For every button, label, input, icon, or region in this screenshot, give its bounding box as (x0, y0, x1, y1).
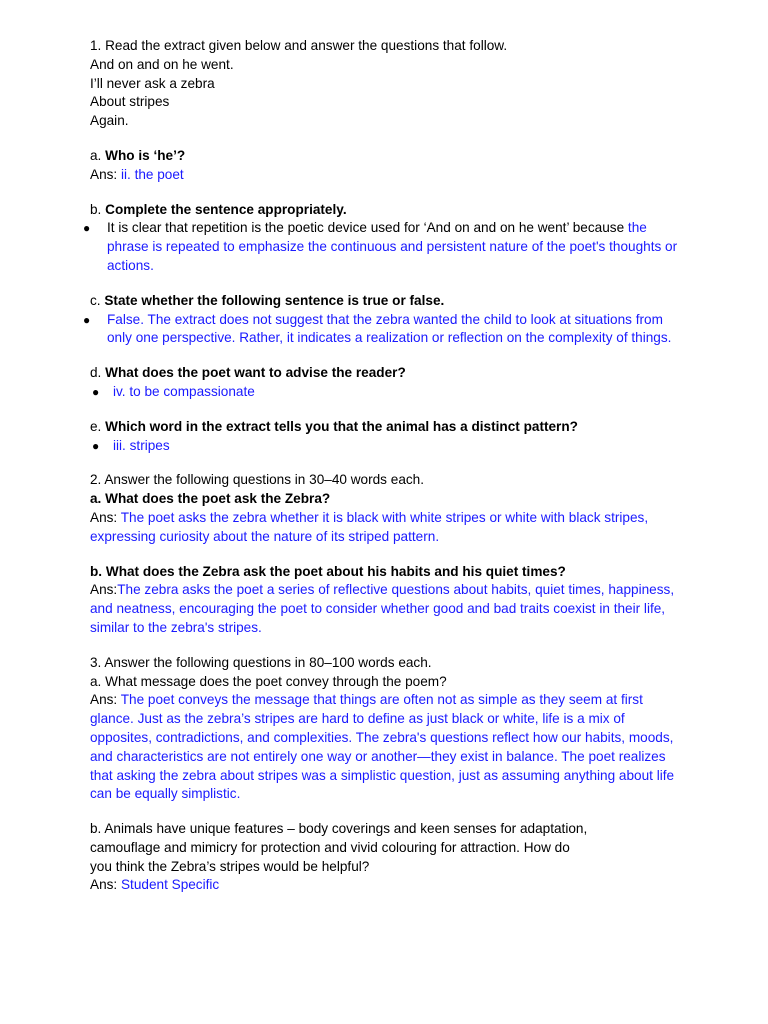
q1c-bullet: ● False. The extract does not suggest that the zebra wanted the child to look at situations from only one perspective. Rather, it indicates a realization or reflection on the complexity of things. (83, 311, 672, 346)
q1a-question: a. Who is ‘he’? (90, 147, 186, 163)
q1e-question: e. Which word in the extract tells you that the animal has a distinct pattern? (90, 418, 578, 434)
extract-line: I’ll never ask a zebra (90, 75, 215, 91)
bullet-icon: ● (83, 312, 91, 327)
q3-intro: 3. Answer the following questions in 80–100 words each. (90, 654, 432, 670)
q1d-question: d. What does the poet want to advise the reader? (90, 365, 406, 381)
q2-intro: 2. Answer the following questions in 30–40 words each. (90, 472, 425, 488)
q2a-answer: Ans: The poet asks the zebra whether it is black with white stripes or white with black stripes, expressing curiosity about the nature of its striped pattern. (90, 509, 649, 544)
bullet-icon: ● (92, 384, 100, 399)
bullet-icon: ● (83, 221, 91, 236)
q1d-bullet: ● iv. to be compassionate (90, 383, 690, 402)
extract-line: And on and on he went. (90, 56, 234, 72)
bullet-icon: ● (92, 438, 100, 453)
q1a-answer: Ans: ii. the poet (90, 166, 184, 182)
q1b-bullet: ● It is clear that repetition is the poetic device used for ‘And on and on he went’ because the phrase is repeated to emphasize the continuous and persistent nature of the poet's thoughts or actions. (83, 220, 678, 273)
q2a-question: a. What does the poet ask the Zebra? (90, 491, 331, 507)
q3b-question-line: camouflage and mimicry for protection and vivid colouring for attraction. How do (90, 839, 570, 855)
q3b-answer: Ans: Student Specific (90, 877, 220, 893)
extract-line: About stripes (90, 94, 170, 110)
q3b-question-line: you think the Zebra’s stripes would be helpful? (90, 858, 370, 874)
q1c-question: c. State whether the following sentence is true or false. (90, 292, 445, 308)
q3a-question: a. What message does the poet convey through the poem? (90, 673, 447, 689)
worksheet (83, 37, 690, 895)
extract-line: Again. (90, 113, 129, 129)
q1e-bullet: ● iii. stripes (90, 437, 690, 456)
q3a-answer: Ans: The poet conveys the message that things are often not as simple as they seem at first glance. Just as the zebra’s stripes are hard to define as just black or white, life is a mix of opposites, contradictions, and complexities. The zebra's questions reflect how our habits, moods, and characteristics are not entirely one way or another—they exist in balance. The poet realizes that asking the zebra about stripes was a simplistic question, just as assuming anything about life can be equally simplistic. (90, 692, 675, 802)
q1b-question: b. Complete the sentence appropriately. (90, 201, 347, 217)
q2b-question: b. What does the Zebra ask the poet about his habits and his quiet times? (90, 563, 566, 579)
q1-intro: 1. Read the extract given below and answer the questions that follow. (90, 38, 508, 53)
q3b-question-line: b. Animals have unique features – body coverings and keen senses for adaptation, (90, 821, 588, 837)
q2b-answer: Ans:The zebra asks the poet a series of reflective questions about habits, quiet times, happiness, and neatness, encouraging the poet to consider whether good and bad traits coexist in their life, similar to the zebra's stripes. (90, 582, 675, 635)
